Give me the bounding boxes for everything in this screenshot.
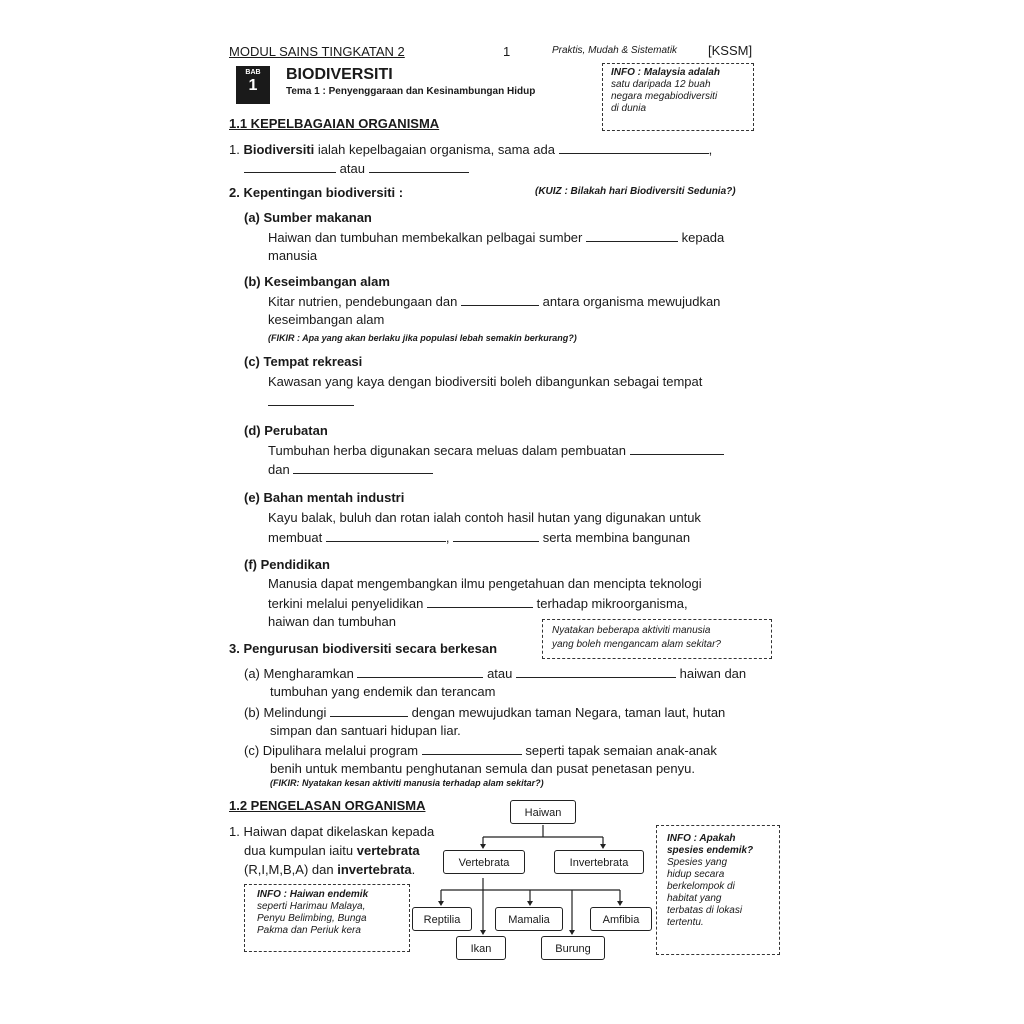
info-top-line: negara megabiodiversiti [611,91,718,102]
section-title-1-2: 1.2 PENGELASAN ORGANISMA [229,798,426,813]
chapter-theme: Tema 1 : Penyenggaraan dan Kesinambungan Hidup [286,86,536,97]
info-right-line: tertentu. [667,917,704,928]
classify-text: dua kumpulan iaitu [244,843,354,858]
q2-title: 2. Kepentingan biodiversiti : [229,185,404,200]
info-left-line: Pakma dan Periuk kera [257,925,361,936]
item-e-text-end: serta membina bangunan [542,530,691,545]
q3c-text-end: seperti tapak semaian anak-anak [525,743,717,758]
classify-bold: invertebrata [337,862,412,877]
q1-number: 1. [229,142,240,157]
classify-bold: vertebrata [356,843,420,858]
tree-node-invertebrata: Invertebrata [554,850,644,874]
q1-bold: Biodiversiti [243,142,315,157]
item-e-comma: , [445,530,450,545]
q3a-or: atau [487,666,513,681]
item-f-title: (f) Pendidikan [244,557,330,572]
q1-text: ialah kepelbagaian organisma, sama ada [317,142,555,157]
fikir-note-1: (FIKIR : Apa yang akan berlaku jika populasi lebah semakin berkurang?) [268,333,577,343]
info-top-line: di dunia [611,103,647,114]
item-e-title: (e) Bahan mentah industri [244,490,405,505]
info-right-line: INFO : Apakah [667,833,736,844]
tagline: Praktis, Mudah & Sistematik [552,45,678,56]
info-right-line: Spesies yang [667,857,728,868]
question-box-line: yang boleh mengancam alam sekitar? [552,639,721,650]
item-b-text-end: antara organisma mewujudkan [542,294,721,309]
item-f-line3: haiwan dan tumbuhan [268,614,396,629]
fikir-note-2: (FIKIR: Nyatakan kesan aktiviti manusia terhadap alam sekitar?) [270,778,544,788]
info-left-line: INFO : Haiwan endemik [257,889,369,900]
item-e-line1: Kayu balak, buluh dan rotan ialah contoh hasil hutan yang digunakan untuk [268,510,701,525]
q3c-line2: benih untuk membantu penghutanan semula dan pusat penetasan penyu. [270,761,695,776]
info-left-line: seperti Harimau Malaya, [257,901,366,912]
info-right-line: spesies endemik? [667,845,754,856]
item-d-and: dan [268,462,290,477]
q1-or: atau [339,161,365,176]
q3b-text-end: dengan mewujudkan taman Negara, taman laut, hutan [411,705,726,720]
bab-number: 1 [248,77,258,94]
module-title: MODUL SAINS TINGKATAN 2 [229,44,405,59]
classify-period: . [411,862,416,877]
page-number: 1 [503,44,511,59]
item-a-text: Haiwan dan tumbuhan membekalkan pelbagai sumber [268,230,583,245]
item-b-text: Kitar nutrien, pendebungaan dan [268,294,458,309]
item-b-title: (b) Keseimbangan alam [244,274,390,289]
tree-node-burung: Burung [541,936,605,960]
tree-node-ikan: Ikan [456,936,506,960]
q3b-text: (b) Melindungi [244,705,327,720]
question-box-line: Nyatakan beberapa aktiviti manusia [552,625,711,636]
info-left-line: Penyu Belimbing, Bunga [257,913,367,924]
item-c-line1: Kawasan yang kaya dengan biodiversiti boleh dibangunkan sebagai tempat [268,374,703,389]
q3c-text: (c) Dipulihara melalui program [244,743,419,758]
item-c-title: (c) Tempat rekreasi [244,354,363,369]
bab-label: BAB [245,69,261,76]
tree-node-mamalia: Mamalia [495,907,563,931]
item-f-text: terkini melalui penyelidikan [268,596,424,611]
item-a-line2: manusia [268,248,318,263]
item-b-line2: keseimbangan alam [268,312,385,327]
item-d-text: Tumbuhan herba digunakan secara meluas dalam pembuatan [268,443,626,458]
q3a-text: (a) Mengharamkan [244,666,354,681]
classify-line1: 1. Haiwan dapat dikelaskan kepada [229,824,435,839]
kssm-label: [KSSM] [708,43,753,58]
q3b-line2: simpan dan santuari hidupan liar. [270,723,461,738]
section-title-1-1: 1.1 KEPELBAGAIAN ORGANISMA [229,116,440,131]
kuiz-note: (KUIZ : Bilakah hari Biodiversiti Sedunia?) [535,186,736,197]
info-right-line: terbatas di lokasi [667,905,743,916]
q1-comma: , [708,142,713,157]
tree-node-haiwan: Haiwan [510,800,576,824]
tree-node-amfibia: Amfibia [590,907,652,931]
classify-text: (R,I,M,B,A) dan [244,862,334,877]
item-f-line1: Manusia dapat mengembangkan ilmu pengetahuan dan mencipta teknologi [268,576,702,591]
info-right-line: hidup secara [667,869,725,880]
item-d-title: (d) Perubatan [244,423,328,438]
q3-title: 3. Pengurusan biodiversiti secara berkesan [229,641,498,656]
tree-node-vertebrata: Vertebrata [443,850,525,874]
info-top-line: INFO : Malaysia adalah [611,67,720,78]
info-right-line: habitat yang [667,893,722,904]
tree-node-reptilia: Reptilia [412,907,472,931]
q3a-text-end: haiwan dan [679,666,747,681]
item-a-title: (a) Sumber makanan [244,210,372,225]
item-a-text-end: kepada [681,230,725,245]
chapter-title: BIODIVERSITI [286,66,393,83]
info-top-line: satu daripada 12 buah [611,79,711,90]
item-f-text-end: terhadap mikroorganisma, [536,596,688,611]
q3a-line2: tumbuhan yang endemik dan terancam [270,684,496,699]
info-right-line: berkelompok di [667,881,735,892]
item-e-text: membuat [268,530,323,545]
